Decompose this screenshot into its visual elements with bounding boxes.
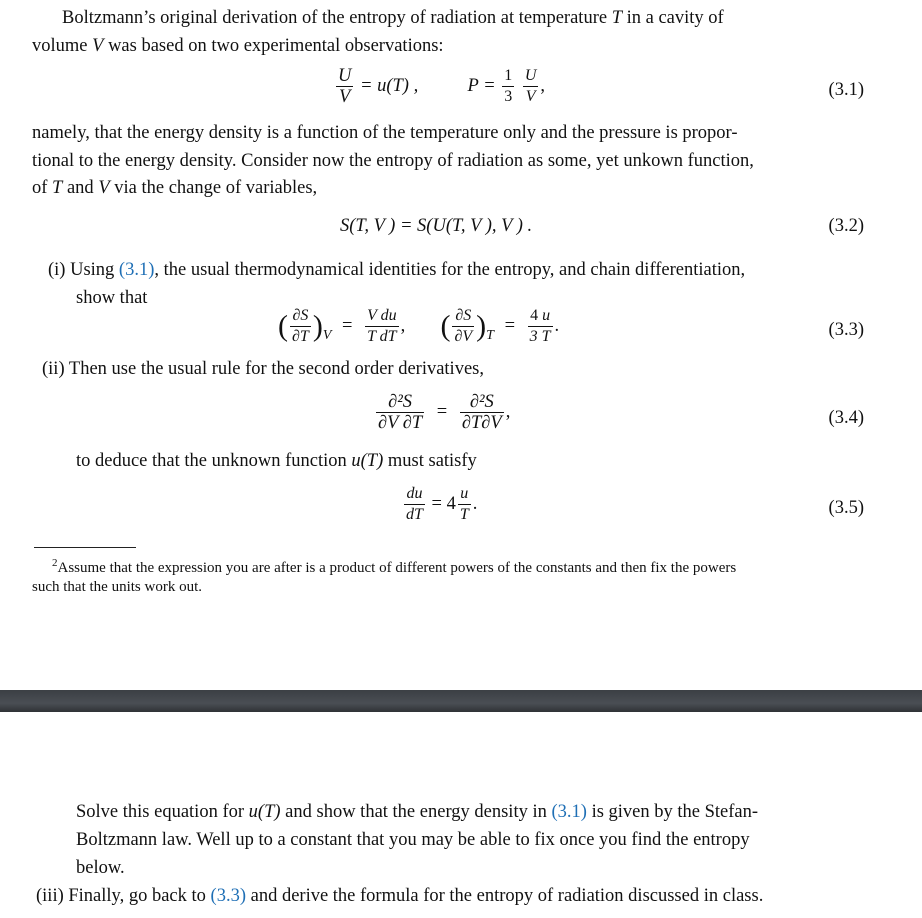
- ref-3-1-link[interactable]: (3.1): [118, 260, 155, 280]
- footnote-rule: [34, 547, 136, 548]
- equation-number-3-4: (3.4): [828, 408, 864, 428]
- document-page-2: [0, 712, 922, 918]
- para2-line-2: tional to the energy density. Consider now the entropy of radiation as some, yet unkown function,: [32, 151, 754, 171]
- solve-line-3: below.: [76, 858, 125, 878]
- item-iii-line: (iii) Finally, go back to (3.3) and derive the formula for the entropy of radiation discussed in class.: [36, 886, 764, 906]
- intro-line-1: Boltzmann’s original derivation of the entropy of radiation at temperature T in a cavity of: [62, 8, 724, 28]
- equation-number-3-2: (3.2): [828, 216, 864, 236]
- ref-3-1-link-2[interactable]: (3.1): [551, 802, 587, 822]
- item-i-line-2: show that: [76, 288, 148, 308]
- item-ii-line-1: (ii) Then use the usual rule for the second order derivatives,: [42, 359, 484, 379]
- equation-number-3-3: (3.3): [828, 320, 864, 340]
- solve-line-1: Solve this equation for u(T) and show that the energy density in (3.1) is given by the Stefan-: [76, 802, 759, 822]
- equation-number-3-1: (3.1): [828, 80, 864, 100]
- intro-line-2: volume V was based on two experimental observations:: [32, 36, 444, 56]
- para2-line-1: namely, that the energy density is a function of the temperature only and the pressure is propor-: [32, 123, 738, 143]
- solve-line-2: Boltzmann law. Well up to a constant that you may be able to fix once you find the entropy: [76, 830, 750, 850]
- page-break-bar: [0, 690, 922, 712]
- item-i-line-1: (i) Using (3.1), the usual thermodynamical identities for the entropy, and chain differentiation,: [48, 260, 746, 280]
- footnote-line-2: such that the units work out.: [32, 579, 202, 595]
- equation-number-3-5: (3.5): [828, 498, 864, 518]
- ref-3-3-link[interactable]: (3.3): [210, 886, 246, 906]
- equation-3-4: $\frac{\text{∂²S}}{\partial V \partial T}$ = $\frac{\text{∂²S}}{\partial T\partial V}$ ,: [378, 392, 511, 433]
- deduce-line: to deduce that the unknown function u(T) must satisfy: [76, 451, 477, 471]
- equation-3-3: ( $\frac{\partial S}{\partial T}$ )$_V$ = $\frac{\text{V du}}{\text{T dT}}$ , ( $\frac{\partial S}{\partial V}$ )$_T$ = $\frac{4 u}{3 T}$ .: [278, 307, 560, 345]
- footnote-line-1: $^2$Assume that the expression you are after is a product of different powers of the constants and then fix the powers: [52, 557, 737, 576]
- equation-3-5: $\frac{du}{dT}$ = 4 $\frac{u}{T}$ .: [406, 485, 478, 523]
- equation-3-1: $\frac{U}{V}$ = u(T) , P = $\frac{1}{3}$ $\frac{U}{V}$ ,: [338, 66, 545, 107]
- para2-line-3: of T and V via the change of variables,: [32, 178, 318, 198]
- equation-3-2: S(T, V ) = S(U(T, V ), V ) .: [340, 216, 533, 236]
